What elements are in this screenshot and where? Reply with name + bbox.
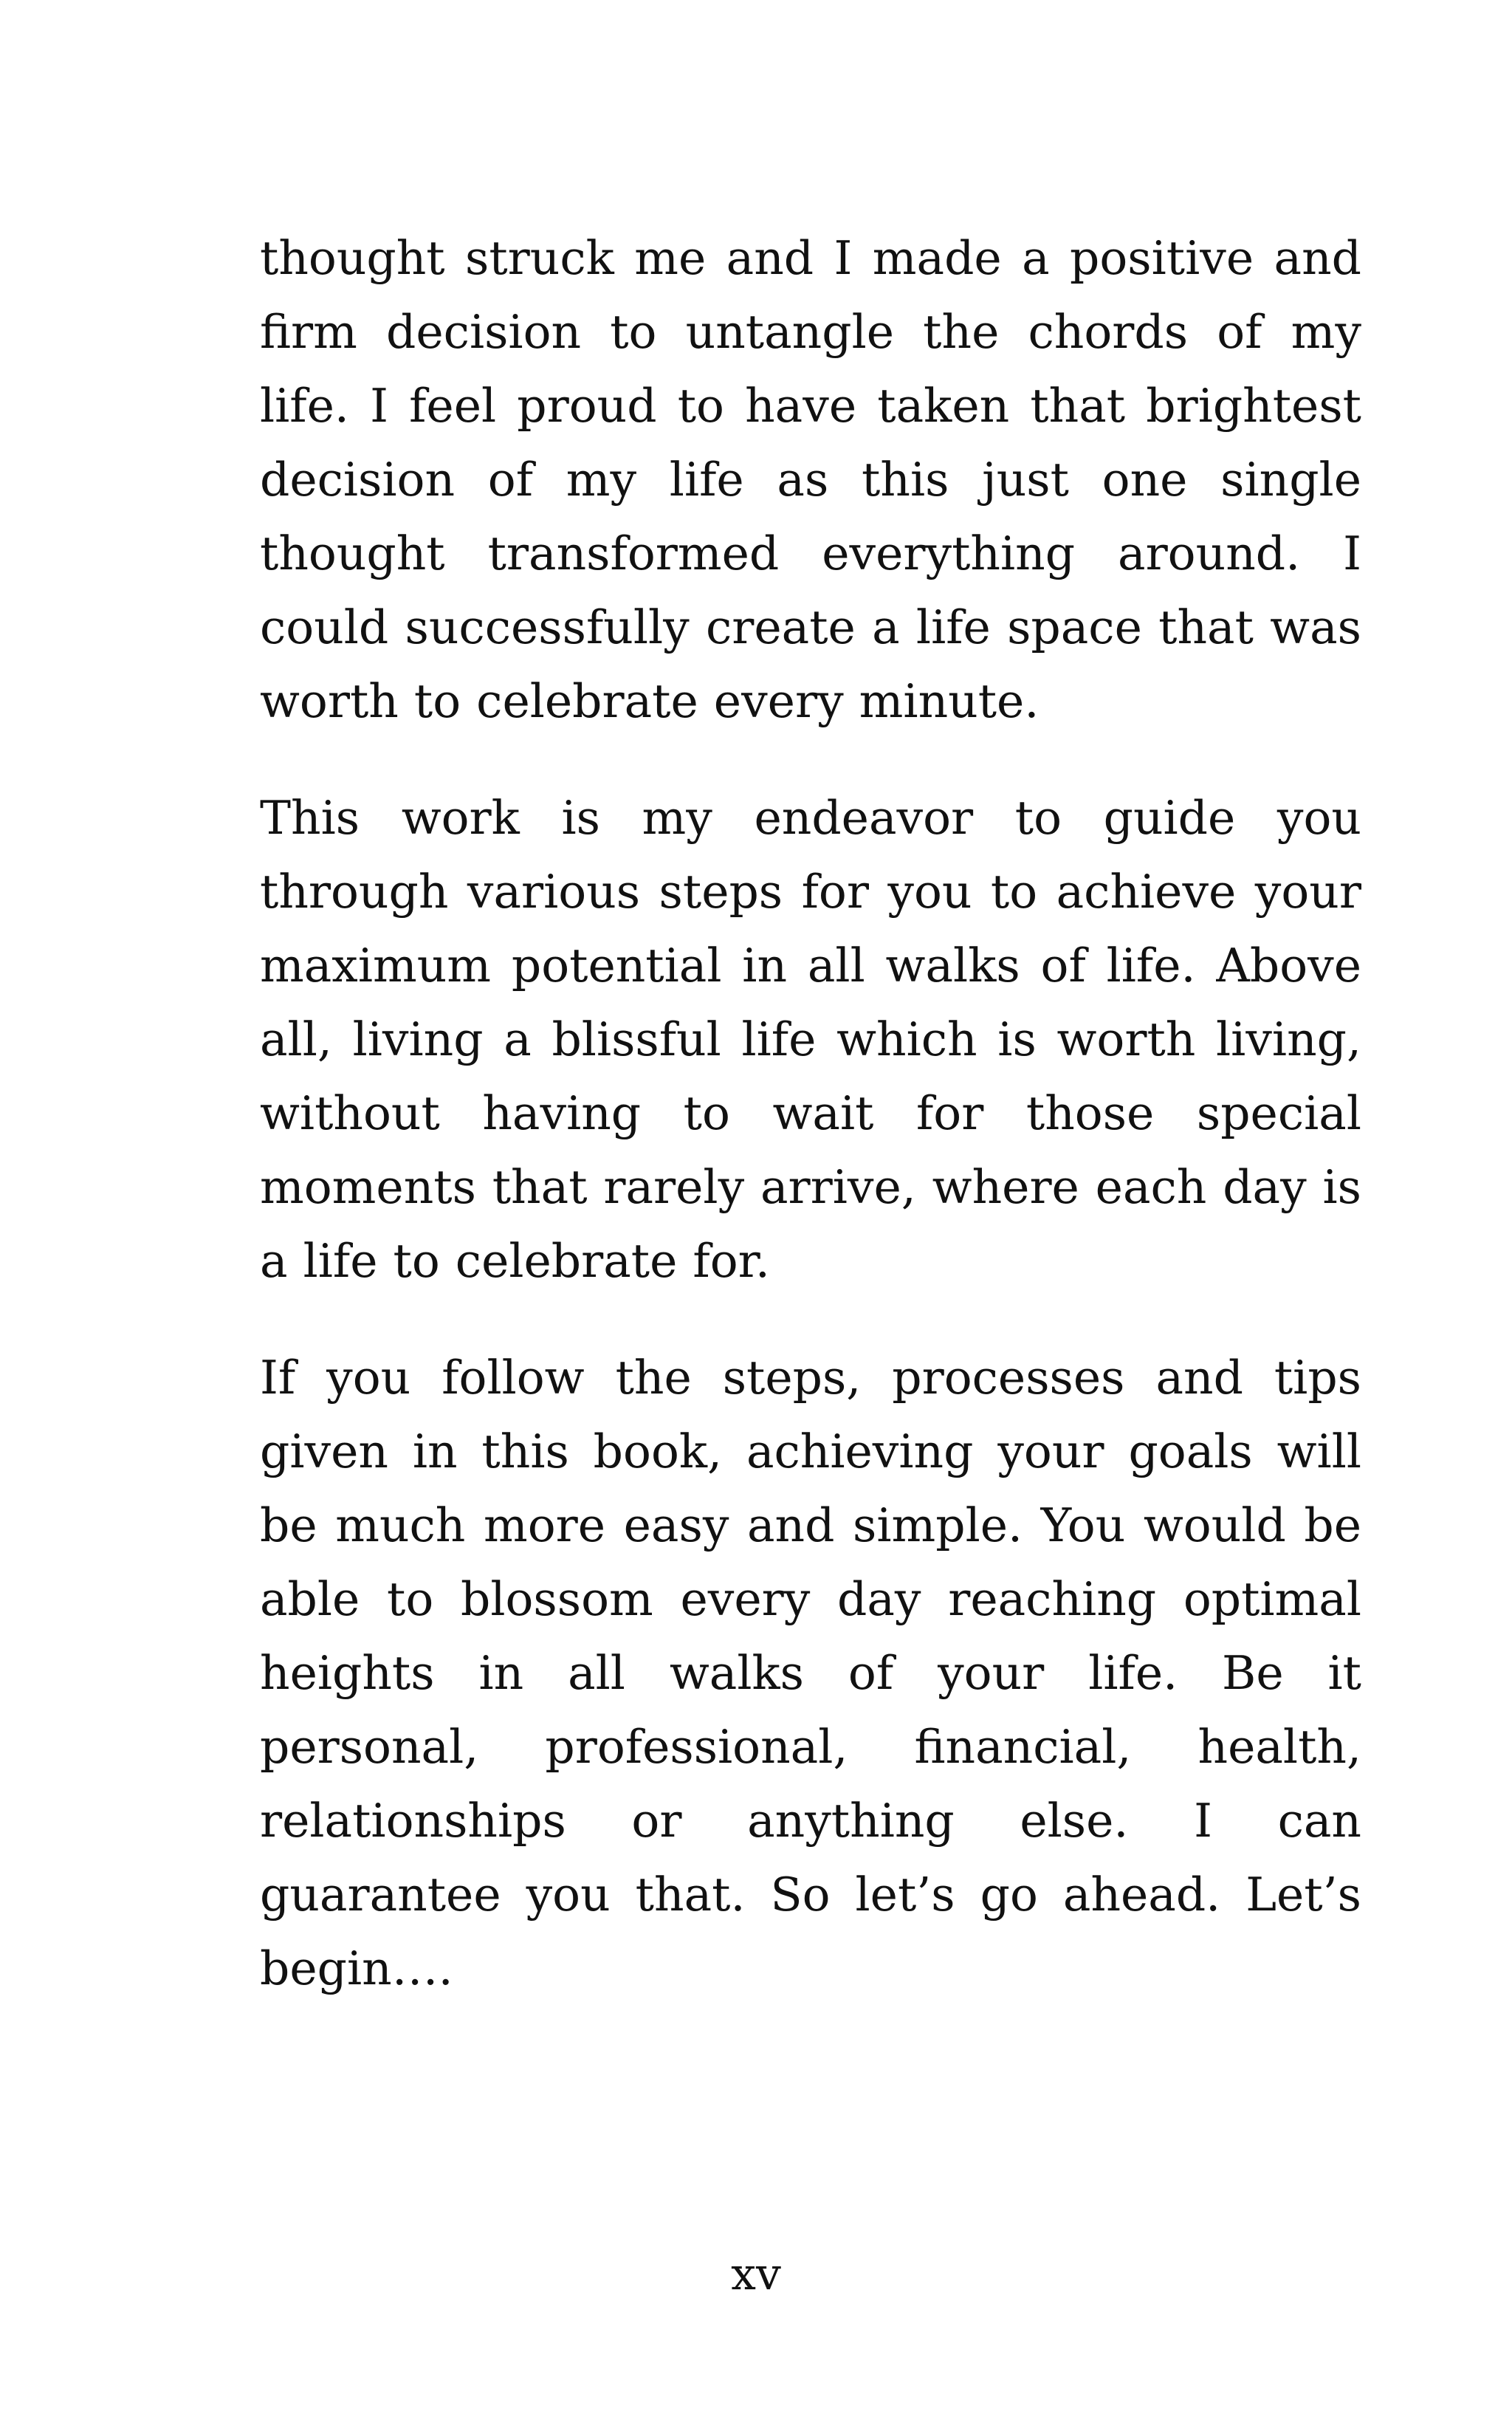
body-text [260, 222, 1361, 2049]
page-number: xv [731, 2249, 781, 2300]
paragraph-3: If you follow the steps, processes and tips given in this book, achieving your goals will be much more easy and simple. You would be able to blossom every day reaching optimal heights in all walks of your life. Be it personal, professional, financial, health, relationships or anything else. I can guarantee you that. So let’s go ahead. Let’s begin…. [260, 1351, 1361, 1995]
paragraph-1: thought struck me and I made a positive and firm decision to untangle the chords of my life. I feel proud to have taken that brightest decision of my life as this just one single thought transformed everything around. I could successfully create a life space that was worth to celebrate every minute. [260, 231, 1361, 728]
paragraph-2: This work is my endeavor to guide you through various steps for you to achieve your maximum potential in all walks of life. Above all, living a blissful life which is worth living, without having to wait for those special moments that rarely arrive, where each day is a life to celebrate for. [260, 791, 1361, 1288]
